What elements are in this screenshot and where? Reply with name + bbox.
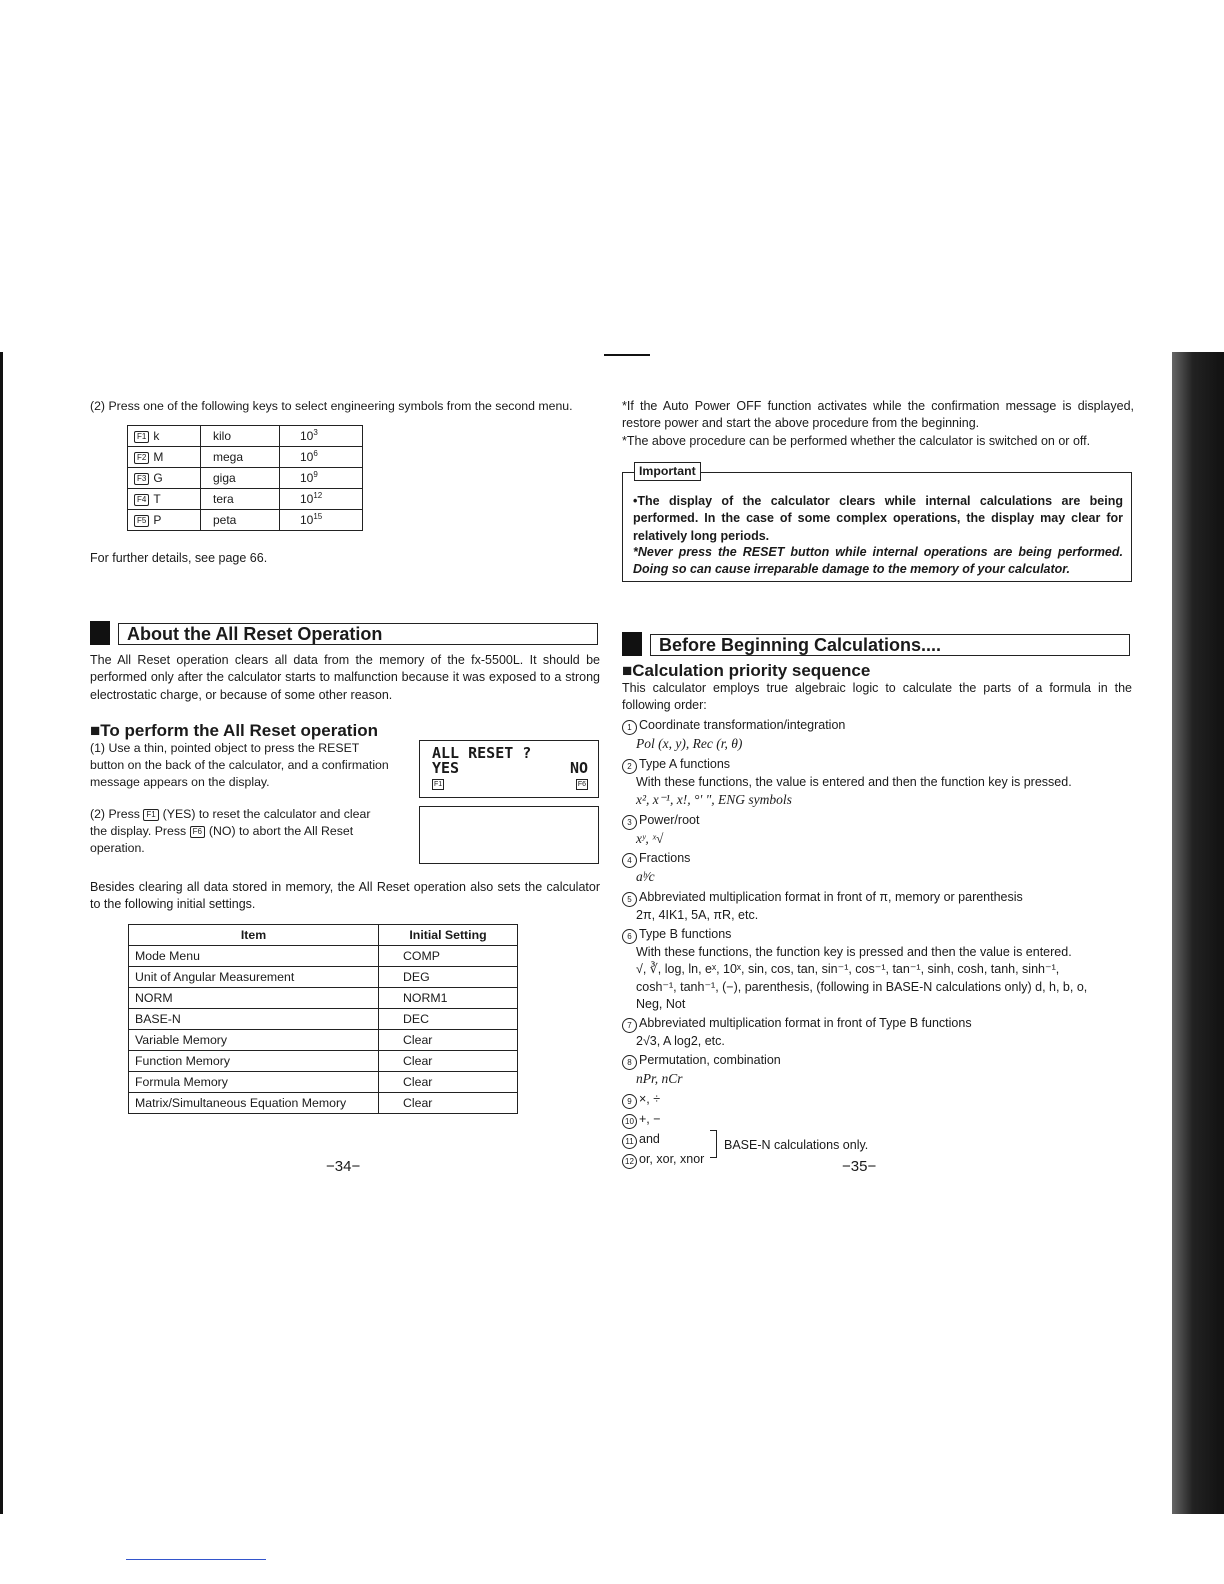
priority-item <box>622 717 1134 754</box>
priority-number: 11 <box>622 1134 637 1149</box>
function-key-icon: F1 <box>134 431 149 443</box>
switch-state-note: *The above procedure can be performed whether the calculator is switched on or off. <box>622 434 1091 448</box>
priority-label-line <box>622 1052 1134 1070</box>
setting-value: Clear <box>379 1072 518 1093</box>
priority-item <box>622 1151 1134 1169</box>
page-number-35: −35− <box>842 1158 877 1175</box>
power-exponent: 12 <box>313 491 323 501</box>
priority-label: Type B functions <box>639 927 732 941</box>
base-n-note: BASE-N calculations only. <box>724 1138 869 1152</box>
key-cell <box>128 489 201 510</box>
priority-label-line <box>622 889 1134 907</box>
step-2-text <box>90 806 390 857</box>
initial-settings-intro: Besides clearing all data stored in memory, the All Reset operation also sets the calculator to the following initial settings. <box>90 880 600 912</box>
auto-power-off-note: *If the Auto Power OFF function activates while the confirmation message is displayed, restore power and start the above procedure from the beginning. <box>622 399 1134 431</box>
key-cell <box>128 426 201 447</box>
power-value <box>280 447 363 468</box>
priority-label-line <box>622 1091 1134 1109</box>
symbol-letter: M <box>153 449 164 464</box>
priority-label: ×, ÷ <box>639 1091 661 1106</box>
prefix-name: kilo <box>201 426 280 447</box>
priority-label-line <box>622 812 1134 830</box>
key-cell <box>128 510 201 531</box>
table-row <box>129 946 518 967</box>
priority-label-line <box>622 926 1134 944</box>
engineering-row <box>128 489 363 510</box>
lcd-display-cleared <box>419 806 599 864</box>
power-value <box>280 468 363 489</box>
priority-label: Abbreviated multiplication format in front of Type B functions <box>639 1016 972 1030</box>
table-header-row <box>129 925 518 946</box>
priority-number: 6 <box>622 929 637 944</box>
prefix-name: tera <box>201 489 280 510</box>
lcd-f6-indicator: F6 <box>577 781 586 788</box>
power-base: 10 <box>300 429 314 444</box>
priority-number: 4 <box>622 853 637 868</box>
priority-sequence-heading: ■Calculation priority sequence <box>622 661 871 680</box>
priority-detail: xʸ, ˣ√ <box>636 830 664 846</box>
important-box <box>622 472 1132 582</box>
priority-label: and <box>639 1131 660 1146</box>
setting-item: Unit of Angular Measurement <box>129 967 379 988</box>
f6-key-icon: F6 <box>190 826 205 838</box>
power-exponent: 6 <box>313 449 318 459</box>
priority-detail: With these functions, the value is entered and then the function key is pressed. <box>636 774 1072 789</box>
engineering-row <box>128 447 363 468</box>
table-row <box>129 1009 518 1030</box>
setting-value: COMP <box>379 946 518 967</box>
priority-label-line <box>622 1015 1134 1033</box>
priority-item <box>622 1015 1134 1050</box>
lcd-yes-option: YES <box>432 759 460 777</box>
power-value <box>280 489 363 510</box>
priority-label-line <box>622 1131 1134 1149</box>
setting-value: Clear <box>379 1030 518 1051</box>
symbol-letter: G <box>153 470 163 485</box>
prefix-name: peta <box>201 510 280 531</box>
power-base: 10 <box>300 450 314 465</box>
setting-item: Function Memory <box>129 1051 379 1072</box>
priority-list <box>622 717 1134 1171</box>
step-1-text: (1) Use a thin, pointed object to press the RESET button on the back of the calculator, and a confirmation message appears on the display. <box>90 741 389 789</box>
lcd-f1-indicator: F1 <box>434 781 443 788</box>
priority-number: 3 <box>622 815 637 830</box>
symbol-letter: P <box>153 512 162 527</box>
priority-item <box>622 926 1134 1013</box>
key-cell <box>128 468 201 489</box>
priority-item <box>622 1131 1134 1149</box>
priority-detail: With these functions, the function key is pressed and then the value is entered. <box>636 945 1072 959</box>
perform-all-reset-heading: ■To perform the All Reset operation <box>90 721 378 740</box>
setting-value: DEG <box>379 967 518 988</box>
priority-detail: √, ∛, log, ln, eˣ, 10ˣ, sin, cos, tan, sin⁻¹, cos⁻¹, tan⁻¹, sinh, cosh, tanh, sinh⁻¹, <box>636 962 1060 977</box>
engineering-symbol-table <box>127 425 363 531</box>
priority-item <box>622 756 1134 810</box>
power-exponent: 9 <box>313 470 318 480</box>
engineering-row <box>128 510 363 531</box>
step-2-press: (2) Press <box>90 807 140 821</box>
column-header-item: Item <box>129 925 379 946</box>
priority-number: 8 <box>622 1055 637 1070</box>
before-calculations-header <box>622 632 1130 656</box>
priority-detail: nPr, nCr <box>636 1071 683 1087</box>
setting-value: NORM1 <box>379 988 518 1009</box>
base-n-bracket <box>710 1130 717 1158</box>
all-reset-description: The All Reset operation clears all data from the memory of the fx-5500L. It should be performed only after the calculator starts to malfunction because it was exposed to a strong electrostatic charge, or because of some other reason. <box>90 653 600 702</box>
symbol-letter: k <box>153 428 160 443</box>
section-marker-block <box>622 632 642 656</box>
priority-label-line <box>622 1111 1134 1129</box>
lcd-all-reset-prompt: ALL RESET ? <box>432 744 532 762</box>
function-key-icon: F4 <box>134 494 149 506</box>
priority-label: Permutation, combination <box>639 1053 781 1068</box>
scan-edge-left <box>0 352 3 1514</box>
engineering-row <box>128 426 363 447</box>
priority-number: 7 <box>622 1018 637 1033</box>
setting-item: Formula Memory <box>129 1072 379 1093</box>
priority-label: or, xor, xnor <box>639 1151 705 1166</box>
setting-item: Variable Memory <box>129 1030 379 1051</box>
priority-label-line <box>622 850 1134 868</box>
priority-item <box>622 1052 1134 1089</box>
important-label: Important <box>634 462 701 481</box>
power-base: 10 <box>300 471 314 486</box>
engineering-row <box>128 468 363 489</box>
setting-value: Clear <box>379 1093 518 1114</box>
setting-item: BASE-N <box>129 1009 379 1030</box>
priority-number: 1 <box>622 720 637 735</box>
priority-item <box>622 812 1134 849</box>
function-key-icon: F3 <box>134 473 149 485</box>
priority-detail: aᵇ⁄c <box>636 869 655 885</box>
priority-number: 9 <box>622 1094 637 1109</box>
step-2-yes: (YES) to reset the calculator and clear the display. Press <box>90 807 371 838</box>
prefix-name: giga <box>201 468 280 489</box>
all-reset-section-header <box>90 621 598 645</box>
power-value <box>280 426 363 447</box>
power-exponent: 15 <box>313 512 323 522</box>
initial-settings-table <box>128 924 518 1114</box>
priority-detail: cosh⁻¹, tanh⁻¹, (−), parenthesis, (following in BASE-N calculations only) d, h, b, o, <box>636 979 1088 994</box>
important-display-clears: •The display of the calculator clears while internal calculations are being performed. In the case of some complex operations, the display may clear for relatively long periods. <box>633 494 1123 543</box>
section-title: Before Beginning Calculations.... <box>650 634 949 656</box>
setting-value: DEC <box>379 1009 518 1030</box>
priority-label: +, − <box>639 1111 661 1126</box>
symbol-letter: T <box>153 491 161 506</box>
table-row <box>129 967 518 988</box>
step-2-no: (NO) to abort the All Reset operation. <box>90 823 354 855</box>
priority-number: 5 <box>622 892 637 907</box>
priority-label-line <box>622 717 1134 735</box>
priority-item <box>622 850 1134 887</box>
priority-number: 10 <box>622 1114 637 1129</box>
setting-value: Clear <box>379 1051 518 1072</box>
power-exponent: 3 <box>313 428 318 438</box>
priority-intro: This calculator employs true algebraic logic to calculate the parts of a formula in the following order: <box>622 681 1132 713</box>
further-details-note: For further details, see page 66. <box>90 551 268 565</box>
table-row <box>129 988 518 1009</box>
priority-label: Coordinate transformation/integration <box>639 718 846 732</box>
lcd-no-option: NO <box>569 759 588 777</box>
priority-item <box>622 1091 1134 1109</box>
priority-item <box>622 889 1134 924</box>
priority-label-line <box>622 756 1134 774</box>
section-title: About the All Reset Operation <box>118 623 412 645</box>
priority-detail: 2√3, A log2, etc. <box>636 1034 725 1048</box>
power-base: 10 <box>300 513 314 528</box>
power-base: 10 <box>300 492 314 507</box>
page-number-34: −34− <box>326 1158 361 1175</box>
table-row <box>129 1093 518 1114</box>
important-reset-warning: *Never press the RESET button while internal operations are being performed. Doing so can cause irreparable damage to the memory of your calculator. <box>633 545 1123 577</box>
priority-detail: Pol (x, y), Rec (r, θ) <box>636 736 743 751</box>
scan-mark-top <box>604 354 650 356</box>
priority-label: Power/root <box>639 812 700 827</box>
setting-item: Mode Menu <box>129 946 379 967</box>
column-header-setting: Initial Setting <box>379 925 518 946</box>
priority-label-line <box>622 1151 1134 1169</box>
key-cell <box>128 447 201 468</box>
priority-label: Type A functions <box>639 756 731 771</box>
prefix-name: mega <box>201 447 280 468</box>
scan-underline-bottom <box>126 1559 266 1560</box>
setting-item: NORM <box>129 988 379 1009</box>
power-value <box>280 510 363 531</box>
lcd-display-confirm <box>419 740 599 798</box>
priority-label: Abbreviated multiplication format in front of π, memory or parenthesis <box>639 889 1023 904</box>
priority-detail: x², x⁻¹, x!, °' ", ENG symbols <box>636 791 792 807</box>
section-marker-block <box>90 621 110 645</box>
function-key-icon: F5 <box>134 515 149 527</box>
engineering-intro: (2) Press one of the following keys to select engineering symbols from the second menu. <box>90 399 573 413</box>
table-row <box>129 1072 518 1093</box>
priority-label: Fractions <box>639 851 691 866</box>
f1-key-icon: F1 <box>143 809 158 821</box>
priority-number: 12 <box>622 1154 637 1169</box>
function-key-icon: F2 <box>134 452 149 464</box>
priority-detail: Neg, Not <box>636 996 686 1011</box>
section-title-frame <box>411 623 598 645</box>
priority-item <box>622 1111 1134 1129</box>
setting-item: Matrix/Simultaneous Equation Memory <box>129 1093 379 1114</box>
scan-edge-right <box>1172 352 1224 1514</box>
table-row <box>129 1051 518 1072</box>
priority-detail: 2π, 4IK1, 5A, πR, etc. <box>636 907 759 922</box>
table-row <box>129 1030 518 1051</box>
section-title-frame <box>949 634 1130 656</box>
priority-number: 2 <box>622 759 637 774</box>
